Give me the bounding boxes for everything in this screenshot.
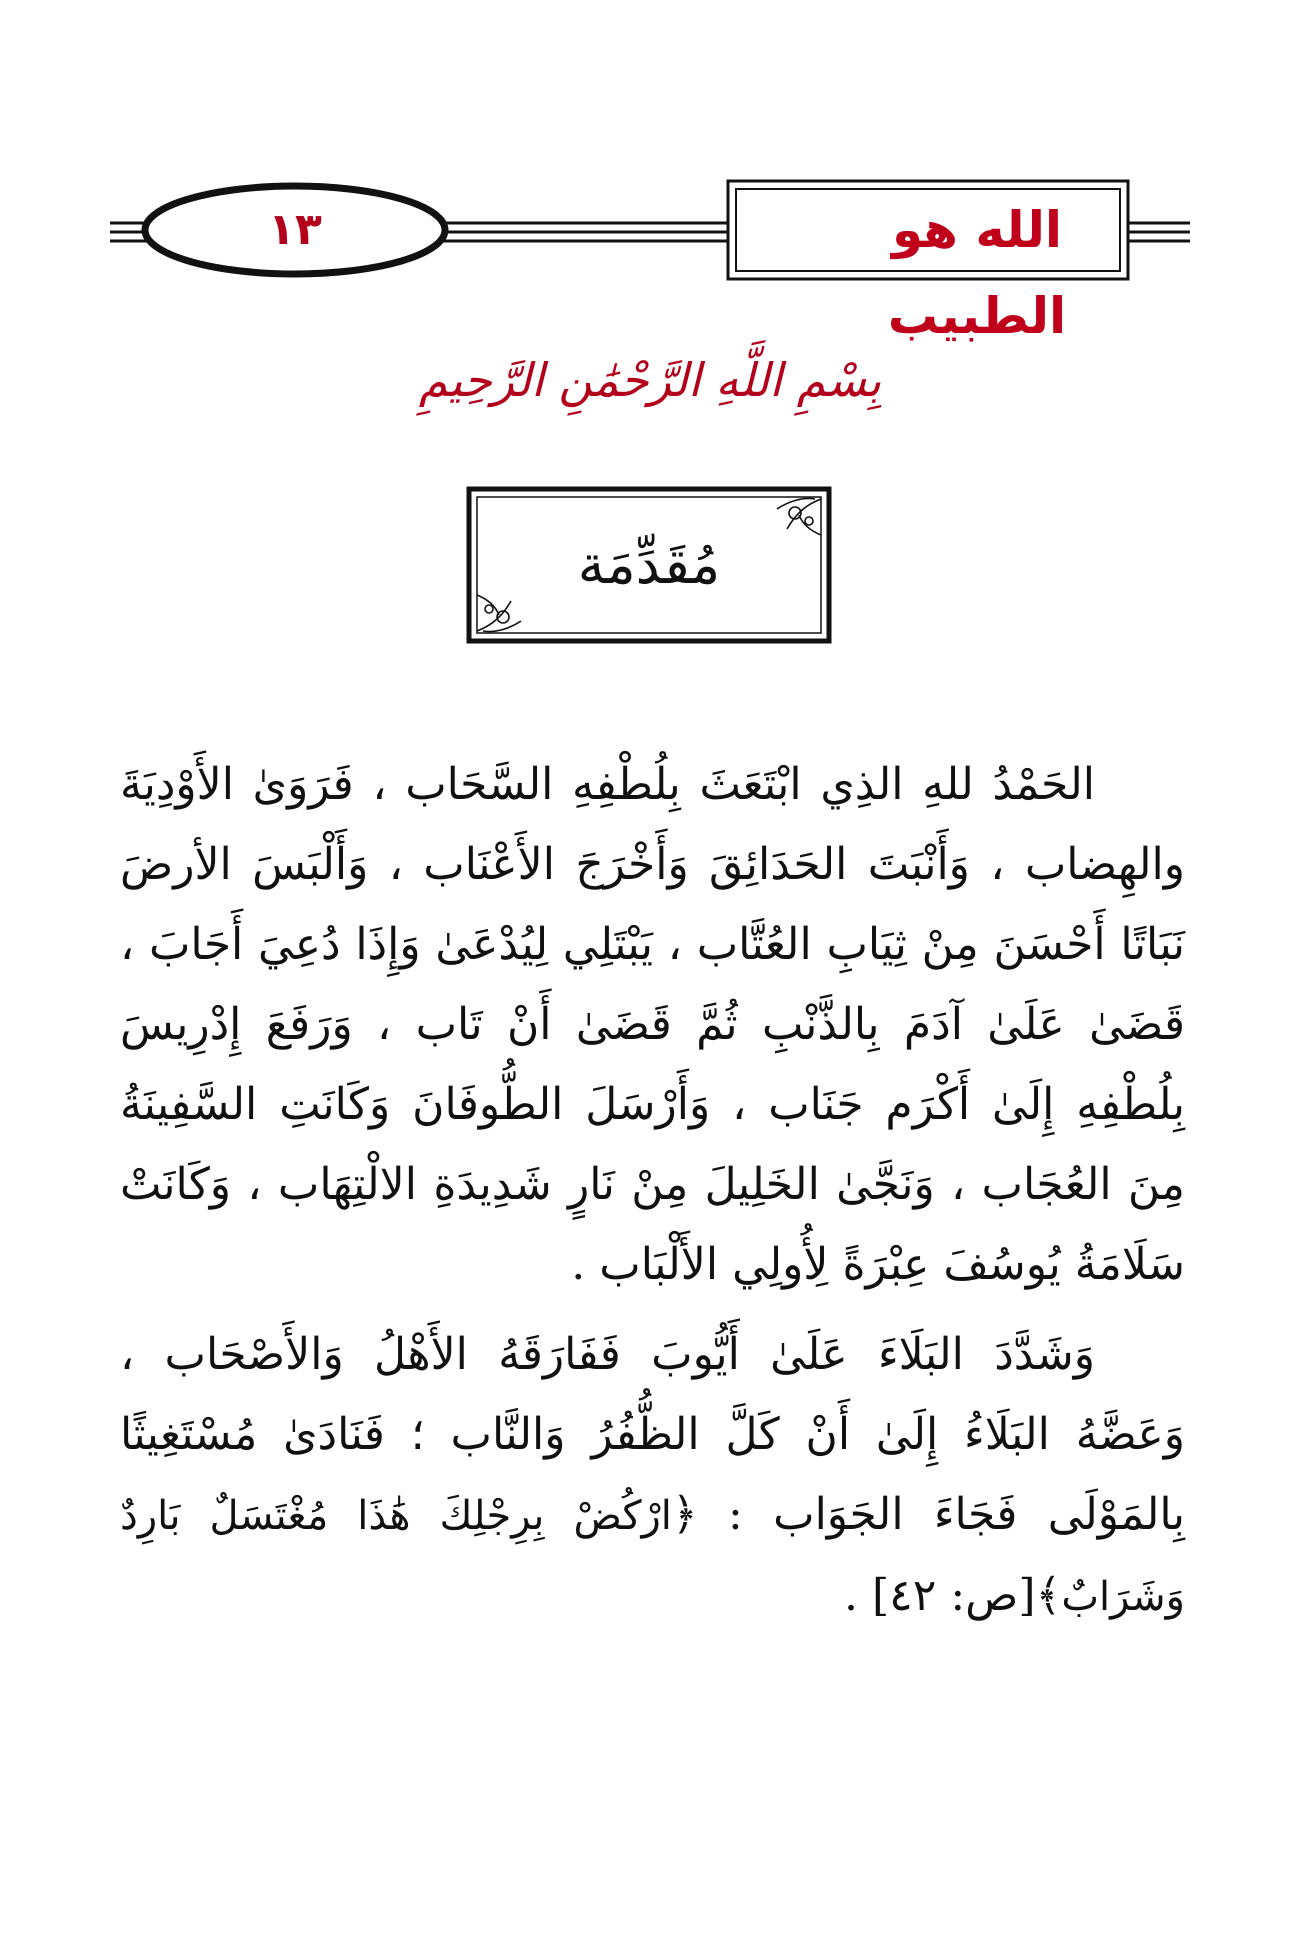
page-number: ١٣ — [268, 204, 322, 255]
section-title: مُقَدِّمَة — [577, 533, 721, 596]
running-title: الله هو الطبيب — [887, 201, 1067, 345]
quran-verse: ارْكُضْ بِرِجْلِكَ هَٰذَا مُغْتَسَلٌ بَارِدٌ وَشَرَابٌ — [120, 1493, 1185, 1620]
quran-close-bracket: ﴾ — [1035, 1570, 1062, 1621]
section-title-frame — [465, 485, 833, 645]
paragraph-1: الحَمْدُ للهِ الذِي ابْتَعَثَ بِلُطْفِهِ السَّحَاب ، فَرَوَىٰ الأَوْدِيَةَ والهِضاب ، وَأَنْبَتَ الحَدَائِقَ وَأَخْرَجَ الأَعْنَاب ، وَأَلْبَسَ الأرضَ نَبَاتًا أَحْسَنَ مِنْ ثِيَابِ العُتَّاب ، يَبْتَلِي لِيُدْعَىٰ وَإِذَا دُعِيَ أَجَابَ ، قَضَىٰ عَلَىٰ آدَمَ بِالذَّنْبِ ثُمَّ قَضَىٰ أَنْ تَاب ، وَرَفَعَ إِدْرِيسَ بِلُطْفِهِ إِلَىٰ أَكْرَم جَنَاب ، وَأَرْسَلَ الطُّوفَانَ وَكَانَتِ السَّفِينَةُ مِنَ العُجَاب ، وَنَجَّىٰ الخَلِيلَ مِنْ نَارٍ شَدِيدَةِ الالْتِهَاب ، وَكَانَتْ سَلَامَةُ يُوسُفَ عِبْرَةً لِأُولِي الأَلْبَاب . — [120, 759, 1185, 1290]
page-header — [110, 175, 1190, 345]
verse-reference: [ص: ٤٢] . — [843, 1570, 1036, 1621]
quran-open-bracket: ﴿ — [671, 1489, 698, 1540]
paragraph-2 — [120, 1315, 1185, 1637]
basmala: بِسْمِ اللَّهِ الرَّحْمَٰنِ الرَّحِيمِ — [418, 353, 882, 407]
paragraph-2-text: وَشَدَّدَ البَلَاءَ عَلَىٰ أَيُّوبَ فَفَارَقَهُ الأَهْلُ وَالأَصْحَاب ، وَعَضَّهُ البَلَاءُ إِلَىٰ أَنْ كَلَّ الظُّفُرُ وَالنَّاب ؛ فَنَادَىٰ مُسْتَغِيثًا بِالمَوْلَى فَجَاءَ الجَوَاب : — [120, 1329, 1186, 1540]
body-text — [120, 745, 1185, 1637]
